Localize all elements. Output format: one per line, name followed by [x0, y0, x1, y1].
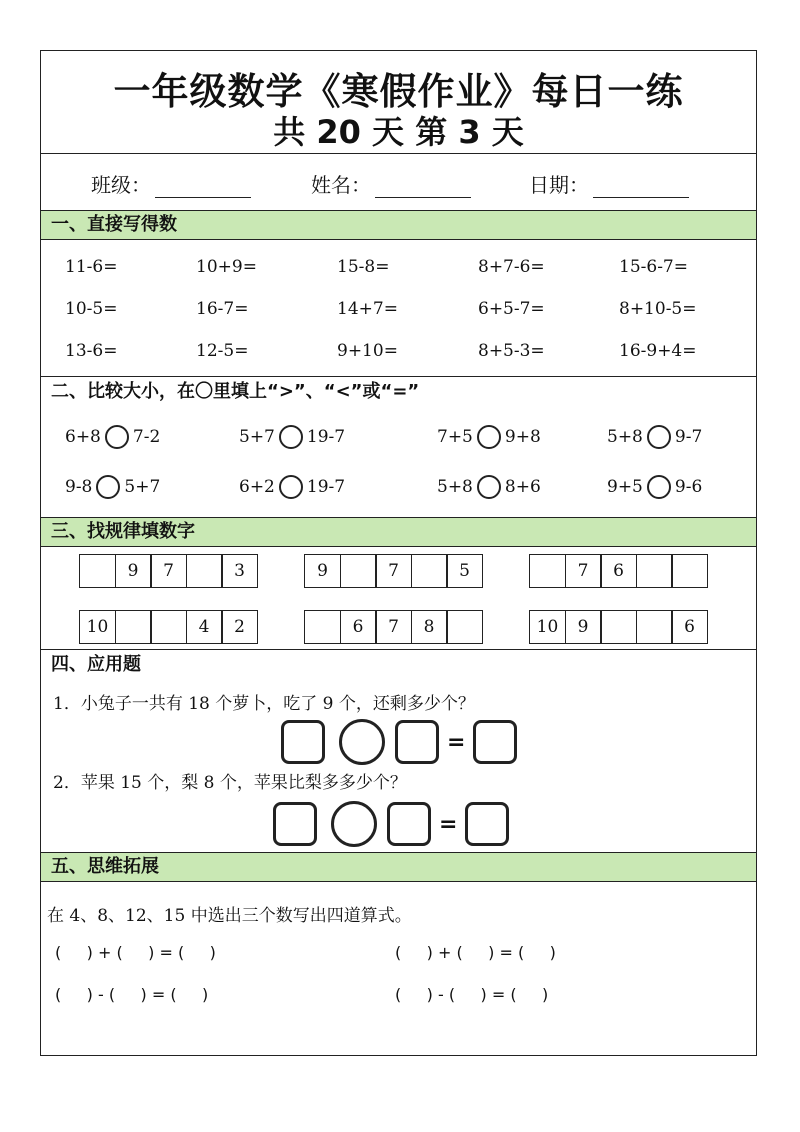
- right-expression: 7-2: [132, 427, 161, 447]
- number-sequence: [304, 610, 483, 644]
- left-expression: 5+7: [239, 427, 275, 447]
- left-expression: 5+8: [437, 477, 473, 497]
- sequence-cell: 3: [221, 554, 258, 588]
- compare-circle[interactable]: [647, 425, 671, 449]
- left-expression: 7+5: [437, 427, 473, 447]
- name-label: 姓名：: [311, 173, 371, 197]
- right-expression: 9+8: [504, 427, 541, 447]
- left-expression: 5+8: [607, 427, 643, 447]
- number-sequence: [79, 610, 258, 644]
- equals-sign: =: [447, 729, 466, 755]
- math-problem: 9+10=: [337, 341, 398, 361]
- sequence-cell: 10: [529, 610, 566, 644]
- sequence-blank-cell[interactable]: [671, 554, 708, 588]
- sequence-cell: 9: [115, 554, 152, 588]
- name-blank[interactable]: [375, 179, 471, 198]
- right-expression: 19-7: [306, 427, 346, 447]
- sequence-blank-cell[interactable]: [411, 554, 448, 588]
- number-sequence: [304, 554, 483, 588]
- compare-circle[interactable]: [279, 425, 303, 449]
- math-problem: 12-5=: [196, 341, 249, 361]
- math-problem: 16-9+4=: [619, 341, 697, 361]
- compare-circle[interactable]: [105, 425, 129, 449]
- equals-sign: =: [439, 811, 458, 837]
- compare-item: [239, 425, 345, 449]
- thinking-prompt: 在 4、8、12、15 中选出三个数写出四道算式。: [47, 906, 412, 926]
- math-problem: 11-6=: [65, 257, 118, 277]
- compare-item: [437, 475, 541, 499]
- sequence-cell: 9: [565, 610, 602, 644]
- page-title: 一年级数学《寒假作业》每日一练: [113, 70, 684, 113]
- left-expression: 9+5: [607, 477, 643, 497]
- compare-item: [437, 425, 541, 449]
- math-problem: 8+5-3=: [478, 341, 545, 361]
- math-problem: 8+7-6=: [478, 257, 545, 277]
- compare-circle[interactable]: [96, 475, 120, 499]
- answer-box[interactable]: [387, 802, 431, 846]
- add-equation[interactable]: ( ) + ( ) = ( ): [55, 943, 216, 962]
- date-field: [529, 169, 689, 198]
- sequence-cell: 7: [375, 554, 412, 588]
- math-problem: 13-6=: [65, 341, 118, 361]
- class-blank[interactable]: [155, 179, 251, 198]
- compare-item: [65, 425, 160, 449]
- sub-equation[interactable]: ( ) - ( ) = ( ): [55, 985, 209, 1004]
- name-field: [311, 169, 471, 198]
- sequence-blank-cell[interactable]: [529, 554, 566, 588]
- date-label: 日期：: [529, 173, 589, 197]
- left-expression: 9-8: [65, 477, 93, 497]
- left-expression: 6+2: [239, 477, 275, 497]
- sequence-cell: 5: [446, 554, 483, 588]
- worksheet: [40, 50, 757, 1056]
- sequence-blank-cell[interactable]: [79, 554, 116, 588]
- sequence-blank-cell[interactable]: [600, 610, 637, 644]
- answer-row-1: [281, 719, 517, 765]
- compare-item: [607, 425, 702, 449]
- sub-equation[interactable]: ( ) - ( ) = ( ): [395, 985, 549, 1004]
- sequence-blank-cell[interactable]: [636, 554, 673, 588]
- divider: [41, 153, 756, 154]
- sequence-blank-cell[interactable]: [446, 610, 483, 644]
- right-expression: 9-6: [674, 477, 703, 497]
- divider: [41, 881, 756, 882]
- section-heading: 四、应用题: [51, 654, 141, 675]
- right-expression: 9-7: [674, 427, 703, 447]
- sequence-cell: 8: [411, 610, 448, 644]
- sequence-blank-cell[interactable]: [636, 610, 673, 644]
- divider: [41, 376, 756, 377]
- page-subtitle: 共 20 天 第 3 天: [273, 113, 524, 151]
- right-expression: 8+6: [504, 477, 541, 497]
- answer-box[interactable]: [281, 720, 325, 764]
- answer-box[interactable]: [395, 720, 439, 764]
- class-field: [91, 169, 251, 198]
- sequence-cell: 9: [304, 554, 341, 588]
- divider: [41, 239, 756, 240]
- sequence-blank-cell[interactable]: [150, 610, 187, 644]
- math-problem: 15-8=: [337, 257, 390, 277]
- compare-circle[interactable]: [477, 425, 501, 449]
- sequence-blank-cell[interactable]: [186, 554, 223, 588]
- section-heading: 三、找规律填数字: [41, 518, 756, 546]
- math-problem: 10+9=: [196, 257, 257, 277]
- word-problem-1: 1．小兔子一共有 18 个萝卜，吃了 9 个，还剩多少个？: [53, 694, 475, 714]
- math-problem: 6+5-7=: [478, 299, 545, 319]
- date-blank[interactable]: [593, 179, 689, 198]
- number-sequence: [529, 610, 708, 644]
- answer-box[interactable]: [273, 802, 317, 846]
- divider: [41, 649, 756, 650]
- sequence-cell: 7: [150, 554, 187, 588]
- operator-circle[interactable]: [339, 719, 385, 765]
- sequence-cell: 10: [79, 610, 116, 644]
- sequence-blank-cell[interactable]: [115, 610, 152, 644]
- sequence-blank-cell[interactable]: [340, 554, 377, 588]
- answer-row-2: [273, 801, 509, 847]
- compare-item: [65, 475, 160, 499]
- right-expression: 5+7: [124, 477, 161, 497]
- sequence-cell: 7: [565, 554, 602, 588]
- right-expression: 19-7: [306, 477, 346, 497]
- compare-circle[interactable]: [279, 475, 303, 499]
- compare-item: [239, 475, 345, 499]
- left-expression: 6+8: [65, 427, 101, 447]
- sequence-cell: 2: [221, 610, 258, 644]
- add-equation[interactable]: ( ) + ( ) = ( ): [395, 943, 556, 962]
- answer-box[interactable]: [465, 802, 509, 846]
- sequence-cell: 6: [671, 610, 708, 644]
- math-problem: 15-6-7=: [619, 257, 688, 277]
- math-problem: 16-7=: [196, 299, 249, 319]
- sequence-cell: 7: [375, 610, 412, 644]
- math-problem: 8+10-5=: [619, 299, 697, 319]
- compare-circle[interactable]: [477, 475, 501, 499]
- answer-box[interactable]: [473, 720, 517, 764]
- number-sequence: [79, 554, 258, 588]
- sequence-blank-cell[interactable]: [304, 610, 341, 644]
- sequence-cell: 6: [340, 610, 377, 644]
- section-heading: 五、思维拓展: [41, 853, 756, 881]
- class-label: 班级：: [91, 173, 151, 197]
- compare-circle[interactable]: [647, 475, 671, 499]
- math-problem: 14+7=: [337, 299, 398, 319]
- word-problem-2: 2．苹果 15 个，梨 8 个，苹果比梨多多少个？: [53, 773, 407, 793]
- divider: [41, 546, 756, 547]
- sequence-cell: 4: [186, 610, 223, 644]
- math-problem: 10-5=: [65, 299, 118, 319]
- number-sequence: [529, 554, 708, 588]
- sequence-cell: 6: [600, 554, 637, 588]
- section-heading: 二、比较大小，在〇里填上“>”、“<”或“=”: [51, 381, 420, 402]
- section-heading: 一、直接写得数: [41, 211, 756, 239]
- compare-item: [607, 475, 702, 499]
- operator-circle[interactable]: [331, 801, 377, 847]
